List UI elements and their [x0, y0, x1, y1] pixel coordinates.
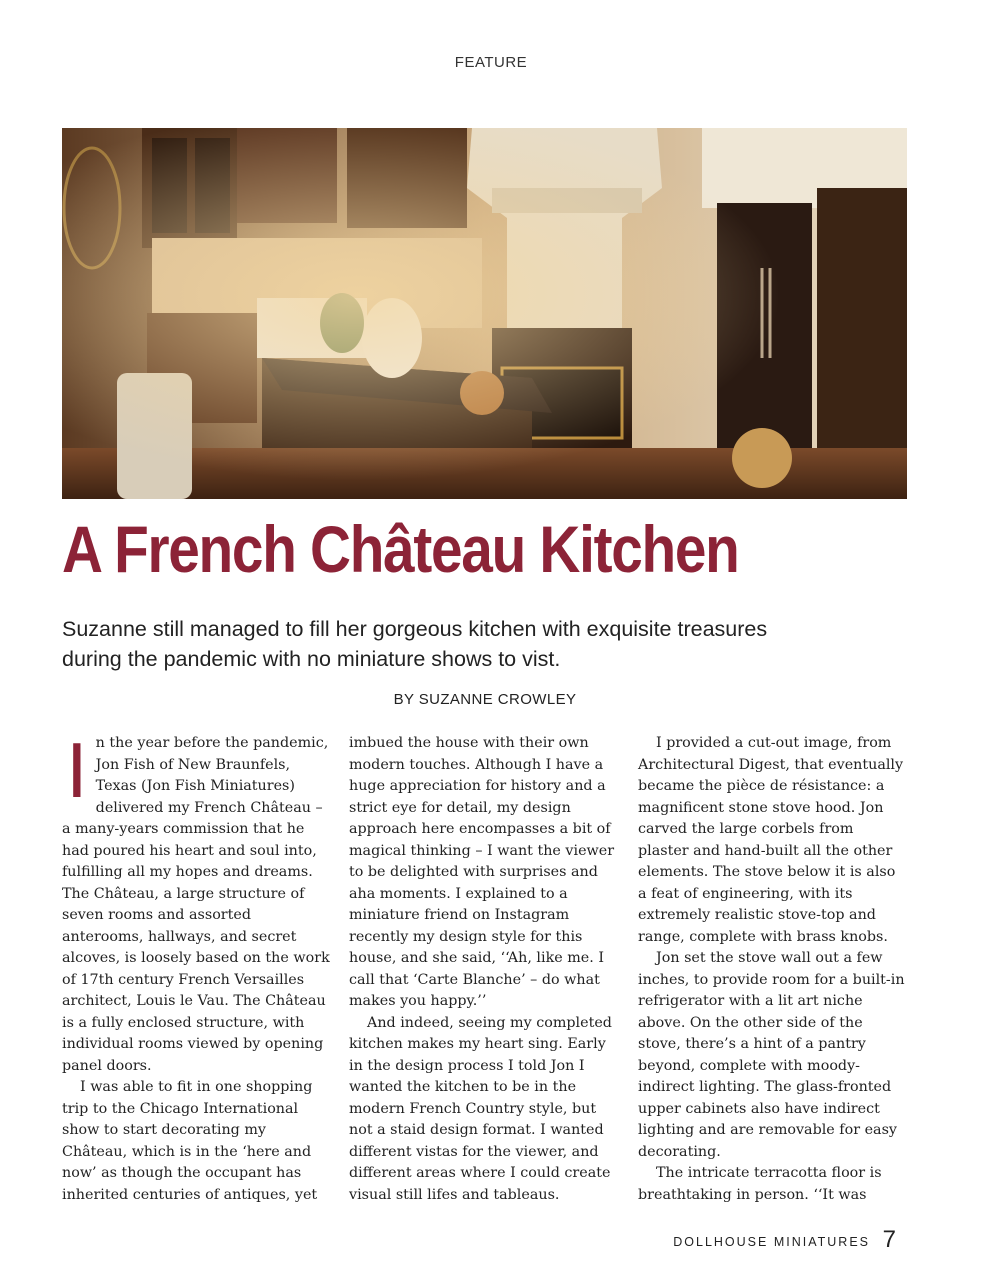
magazine-name: DOLLHOUSE MINIATURES: [673, 1235, 870, 1249]
article-dek: [62, 614, 902, 674]
paragraph: n the year before the pandemic, Jon Fish of New Braunfels, Texas (Jon Fish Miniatures) delivered my French Château – a many-years commission that he had poured his heart and soul into, fulfilling all my hopes and dreams. The Château, a large structure of seven rooms and assorted anterooms, hallways, and secret alcoves, is loosely based on the work of 17th century French Versailles architect, Louis le Vau. The Château is a fully enclosed structure, with individual rooms viewed by opening panel doors.: [62, 735, 330, 1074]
dek-line: Suzanne still managed to fill her gorgeous kitchen with exquisite treasures: [62, 617, 768, 641]
body-column-3: [638, 733, 906, 1206]
article-title: A French Château Kitchen: [62, 512, 739, 586]
drop-cap: I: [66, 726, 88, 814]
dek-line: during the pandemic with no miniature shows to vist.: [62, 647, 561, 671]
paragraph: I provided a cut-out image, from Architectural Digest, that eventually became the pièce de résistance: a magnificent stone stove hood. Jon carved the large corbels from plaster and hand-built all the other elements. The stove below it is also a feat of engineering, with its extremely realistic stove-top and range, complete with brass knobs.: [638, 735, 904, 945]
paragraph: Jon set the stove wall out a few inches, to provide room for a built-in refrigerator with a lit art niche above. On the other side of the stove, there’s a hint of a pantry beyond, complete with moody-indirect lighting. The glass-fronted upper cabinets also have indirect lighting and are removable for easy decorating.: [638, 950, 905, 1160]
page-number: 7: [882, 1226, 896, 1253]
paragraph: The intricate terracotta floor is breathtaking in person. ‘‘It was: [638, 1165, 882, 1203]
body-column-1: [62, 726, 330, 1206]
paragraph: And indeed, seeing my completed kitchen makes my heart sing. Early in the design process I told Jon I wanted the kitchen to be in the modern French Country style, but not a staid design format. I wanted different vistas for the viewer, and different areas where I could create visual still lifes and tableaus.: [349, 1014, 612, 1203]
byline: BY SUZANNE CROWLEY: [393, 691, 577, 708]
section-label: FEATURE: [454, 54, 528, 71]
kitchen-photo: [62, 128, 907, 499]
paragraph: I was able to fit in one shopping trip to the Chicago International show to start decorating my Château, which is in the ‘here and now’ as though the occupant has inherited centuries of antiques, yet: [62, 1079, 318, 1203]
body-column-2: [349, 733, 617, 1206]
paragraph: imbued the house with their own modern touches. Although I have a huge appreciation for history and a strict eye for detail, my design approach here encompasses a bit of magical thinking – I want the viewer to be delighted with surprises and aha moments. I explained to a miniature friend on Instagram recently my design style for this house, and she said, ‘‘Ah, like me. I call that ‘Carte Blanche’ – do what makes you happy.’’: [349, 735, 615, 1009]
